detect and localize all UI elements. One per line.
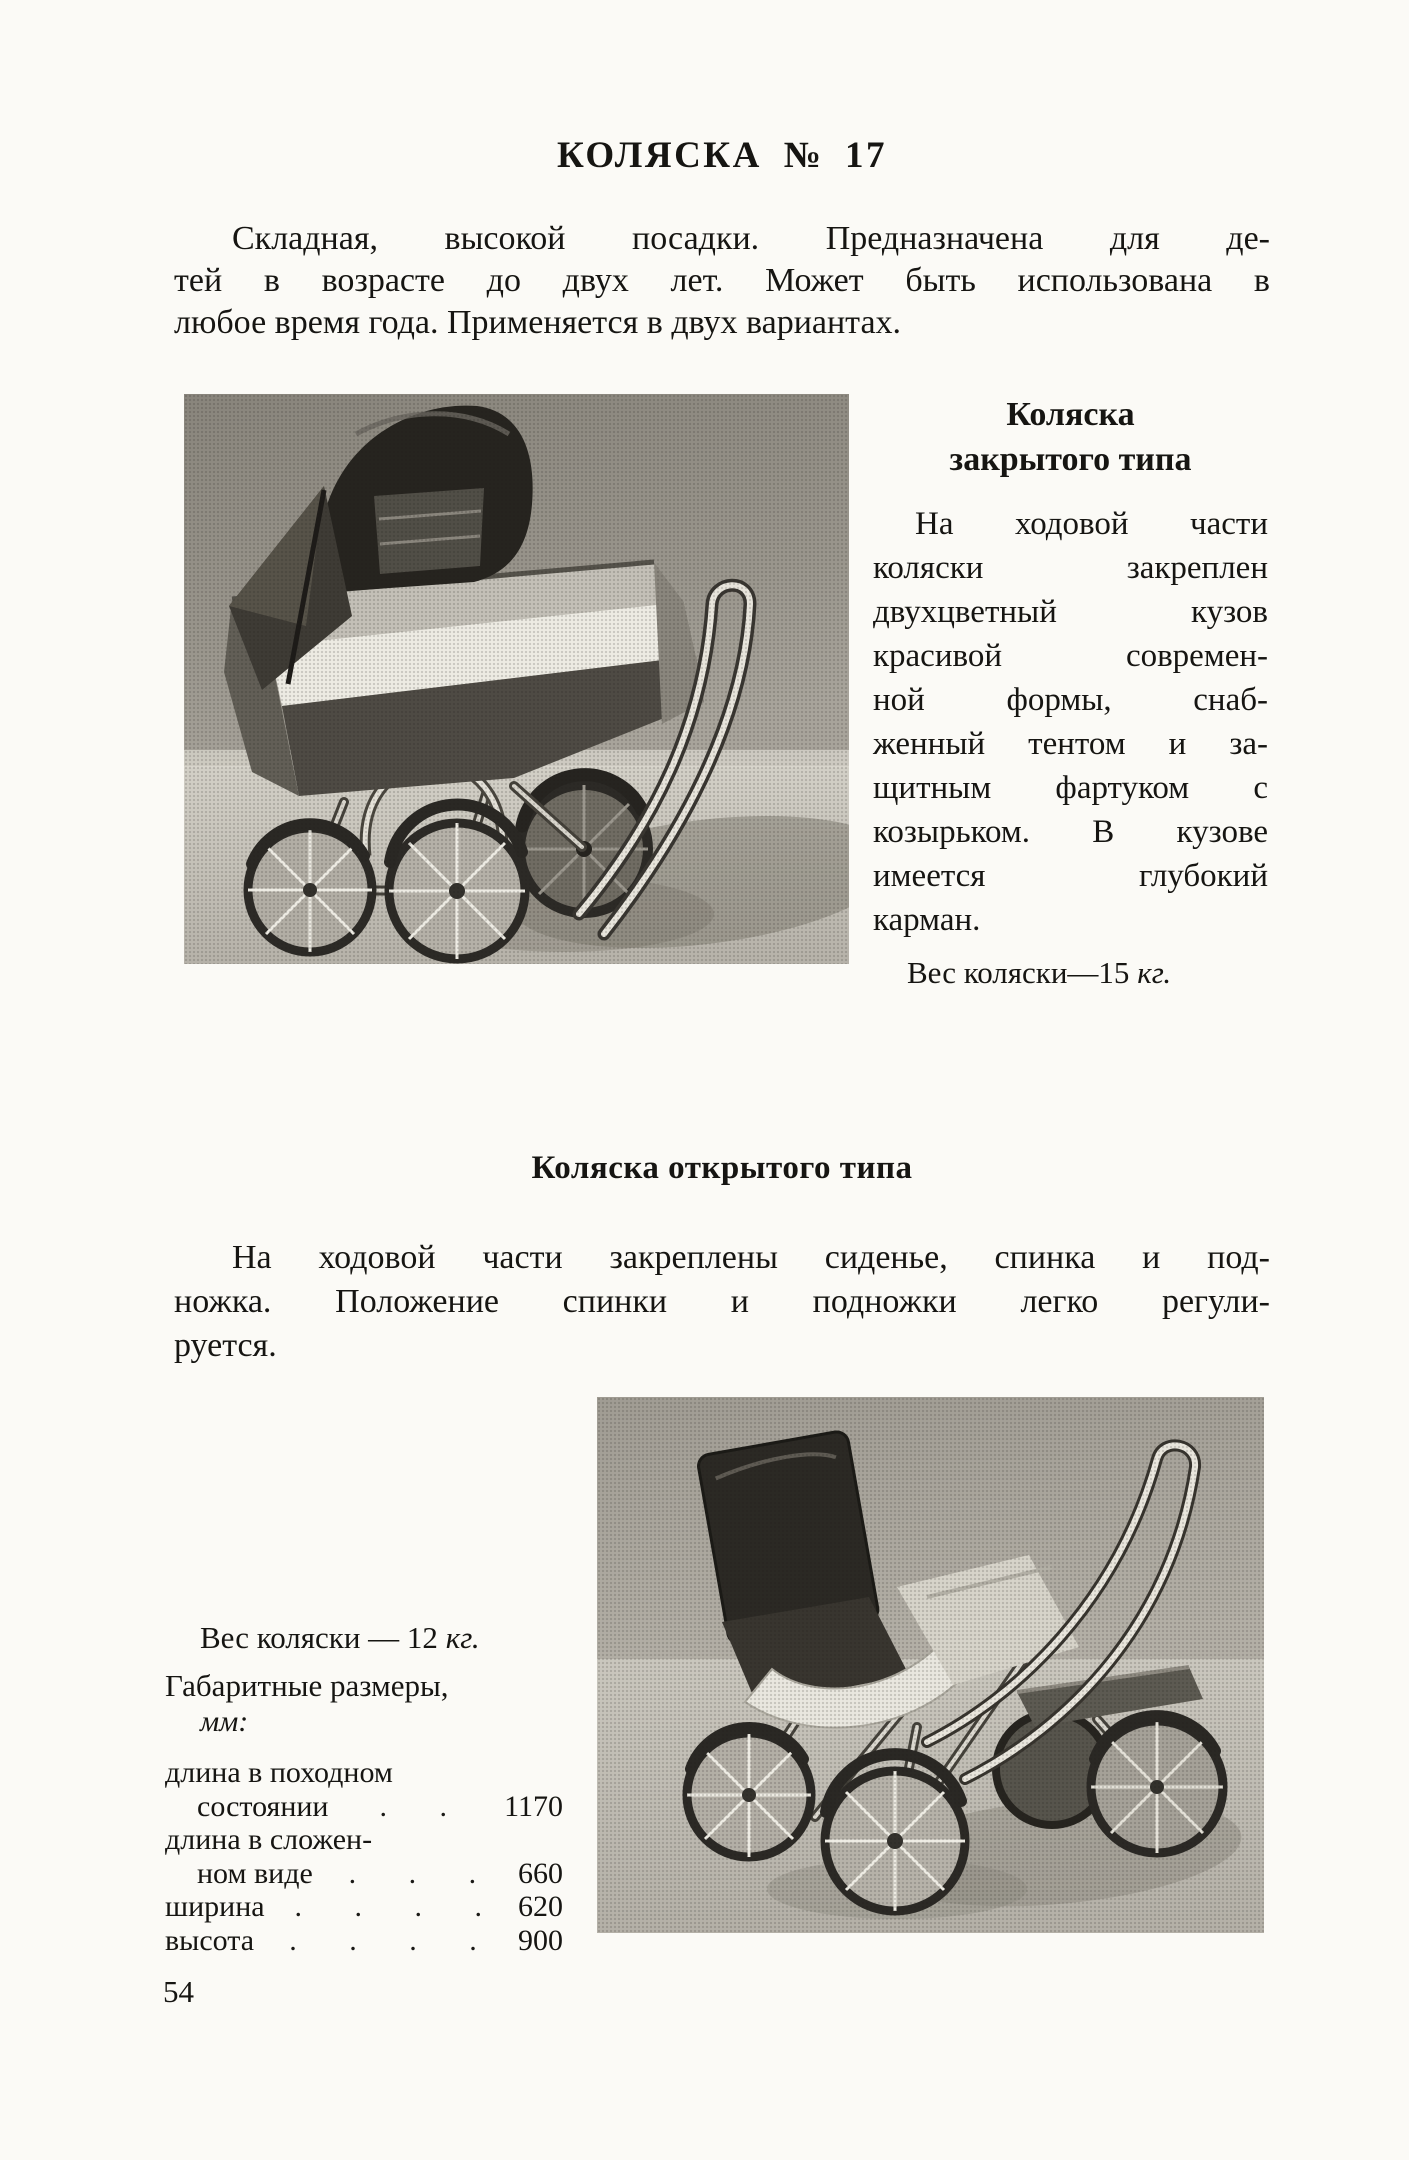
open-stroller-photo	[597, 1397, 1264, 1933]
open-section-heading: Коляска открытого типа	[531, 1150, 913, 1186]
page-number: 54	[163, 1974, 194, 2009]
page-title: КОЛЯСКА № 17	[556, 135, 888, 176]
closed-weight-text: Вес коляски—15	[907, 955, 1130, 990]
closed-type-section	[873, 392, 1268, 991]
closed-section-paragraph	[873, 502, 1268, 942]
spec-dots: . . . .	[289, 1923, 483, 1957]
closed-body-line: имеется глубокий	[873, 858, 1268, 894]
intro-paragraph	[174, 218, 1270, 344]
open-weight	[165, 1620, 563, 1656]
closed-body-line: двухцветный кузов	[873, 594, 1268, 630]
spec-value: 1170	[504, 1789, 563, 1823]
open-weight-unit: кг.	[445, 1620, 480, 1655]
closed-weight	[873, 955, 1268, 991]
intro-line: Складная, высокой посадки. Предназначена для де-	[232, 220, 1270, 257]
closed-body-line: коляски закреплен	[873, 550, 1268, 586]
closed-weight-unit: кг.	[1137, 955, 1172, 990]
spec-line	[165, 1890, 563, 1924]
closed-heading-line: Коляска	[1006, 396, 1135, 433]
spec-dots: . . . .	[294, 1890, 489, 1923]
spec-value: 660	[518, 1856, 563, 1890]
closed-pram-illustration	[184, 394, 849, 964]
closed-section-heading	[873, 392, 1268, 482]
spec-line	[165, 1857, 563, 1891]
spec-line	[165, 1823, 563, 1857]
spec-value: 900	[518, 1923, 563, 1957]
specifications-block	[165, 1620, 563, 1957]
closed-body-line: женный тентом и за-	[873, 726, 1268, 762]
open-section-paragraph	[174, 1236, 1270, 1368]
spec-label: длина в сложен-	[165, 1823, 373, 1856]
open-body-line: руется.	[174, 1327, 277, 1364]
spec-line	[165, 1924, 563, 1958]
closed-body-line: щитным фартуком с	[873, 770, 1268, 806]
dimensions-unit: мм:	[200, 1705, 249, 1738]
spec-dots: . . .	[348, 1856, 483, 1890]
spec-label: длина в походном	[165, 1756, 393, 1789]
spec-line	[165, 1756, 563, 1790]
closed-body-line: козырьком. В кузове	[873, 814, 1268, 850]
spec-label: состоянии	[197, 1789, 329, 1823]
closed-pram-photo	[184, 394, 849, 964]
spec-value: 620	[518, 1890, 563, 1923]
spec-line	[165, 1790, 563, 1824]
intro-line: любое время года. Применяется в двух вариантах.	[174, 304, 902, 341]
open-stroller-illustration	[597, 1397, 1264, 1933]
dimensions-label: Габаритные размеры,	[165, 1668, 449, 1703]
closed-heading-line: закрытого типа	[949, 441, 1192, 478]
open-body-line: ножка. Положение спинки и подножки легко регули-	[174, 1283, 1270, 1320]
intro-line: тей в возрасте до двух лет. Может быть использована в	[174, 262, 1270, 299]
spec-label: ширина	[165, 1890, 265, 1923]
spec-dots: . .	[379, 1789, 454, 1823]
open-body-line: На ходовой части закреплены сиденье, спинка и под-	[232, 1239, 1270, 1276]
spec-label: высота	[165, 1923, 255, 1957]
open-weight-text: Вес коляски — 12	[200, 1620, 438, 1655]
closed-body-line: На ходовой части	[915, 506, 1268, 542]
closed-body-line: красивой современ-	[873, 638, 1268, 674]
closed-body-line: ной формы, снаб-	[873, 682, 1268, 718]
spec-label: ном виде	[197, 1856, 313, 1890]
closed-body-line: карман.	[873, 902, 981, 938]
spec-list	[165, 1756, 563, 1957]
